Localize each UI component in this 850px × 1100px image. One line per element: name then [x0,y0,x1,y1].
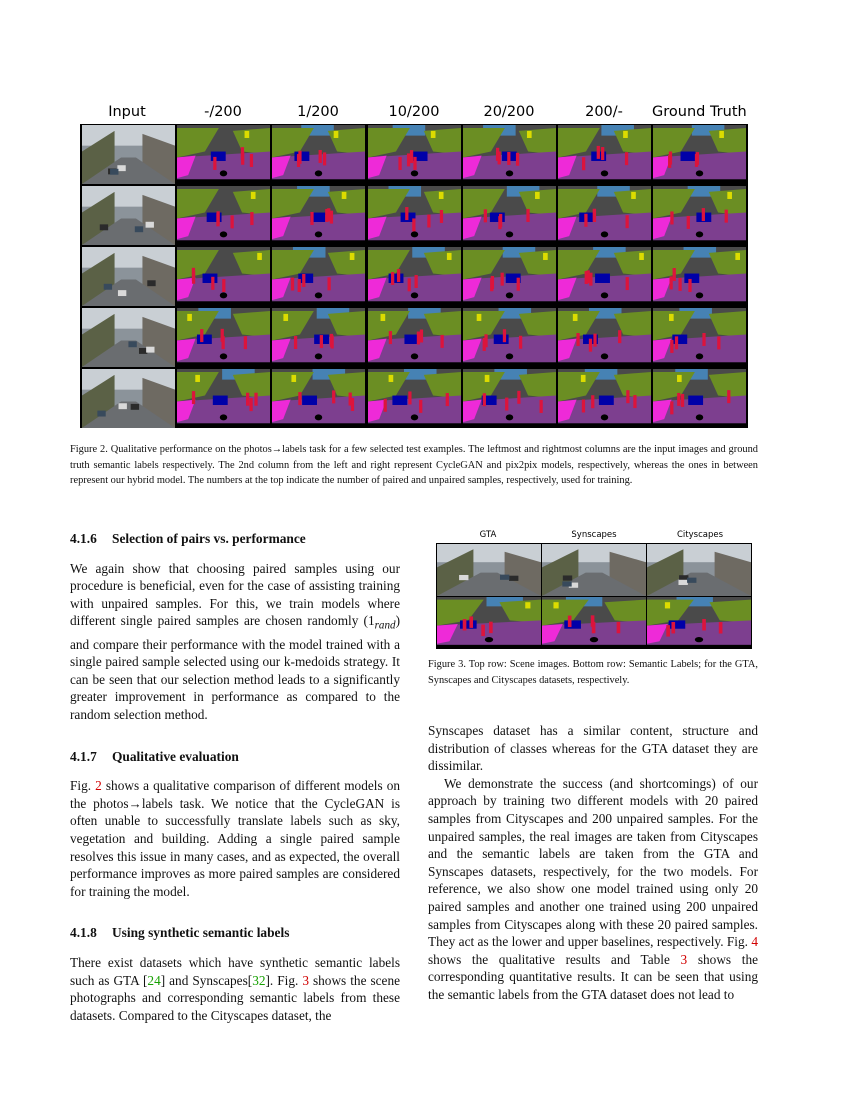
semantic-label-map [653,308,746,367]
figure2-image-grid [80,124,748,428]
section-title: Using synthetic semantic labels [112,925,290,941]
fig2-header-1-200: 1/200 [297,104,339,120]
semantic-label-map [558,308,651,367]
semantic-label-map [177,369,270,428]
fig2-header-20-200: 20/200 [483,104,535,120]
section-heading-4-1-6 [70,530,400,548]
section-4-1-7-body: Fig. 2 shows a qualitative comparison of different models on the photos→labels task. We notice that the CycleGAN is often unable to successfully translate labels such as sky, vegetation and building. Adding a single paired sample resolves this issue in many cases, and as expected, the overall performance improves as more paired samples are considered for training the model. [70,778,400,899]
fig3-header-cityscapes: Cityscapes [676,530,724,540]
fig2-header-ground-truth: Ground Truth [652,104,747,120]
semantic-label-map [653,186,746,245]
semantic-label-map [653,247,746,306]
semantic-label-map [542,597,646,649]
semantic-label-map [368,308,461,367]
section-number: 4.1.7 [70,748,97,764]
section-number: 4.1.6 [70,531,97,546]
figure3-image-grid [436,543,752,649]
semantic-label-map [272,125,365,184]
semantic-label-map [368,247,461,306]
scene-image [437,544,541,596]
right-paragraph-2: We demonstrate the success (and shortcomings) of our approach by training two different models with 20 paired samples from Cityscapes and 200 unpaired samples. For the unpaired samples, the real images are taken from Cityscapes and the semantic labels are taken from the GTA and Synscapes datasets, respectively, for the two models. For reference, we also show one model trained using only 20 paired samples and another one trained using 200 unpaired samples from Cityscapes along with these 20 paired samples. They act as the lower and upper baselines, respectively. Fig. 4 shows the qualitative results and Table 3 shows the corresponding quantitative results. It can be seen that using the semantic labels from the GTA dataset does not lead to [428,775,758,1002]
input-photo [82,125,175,184]
semantic-label-map [463,308,556,367]
semantic-label-map [463,247,556,306]
semantic-label-map [272,247,365,306]
citation-link[interactable]: 32 [252,972,266,988]
semantic-label-map [272,186,365,245]
semantic-label-map [558,186,651,245]
fig2-header-pix2pix: 200/- [585,104,623,120]
section-title: Selection of pairs vs. performance [112,531,306,546]
fig-ref-link[interactable]: 4 [751,934,758,950]
figure3 [436,530,752,650]
input-photo [82,369,175,428]
semantic-label-map [558,125,651,184]
fig3-header-gta: GTA [479,530,497,540]
figure3-caption: Figure 3. Top row: Scene images. Bottom row: Semantic Labels; for the GTA, Synscapes and Cityscapes datasets, respectively. [428,659,758,686]
fig2-header-cyclegan: -/200 [204,104,242,120]
scene-image [647,544,751,596]
section-title: Qualitative evaluation [112,748,239,764]
figure2-caption: Figure 2. Qualitative performance on the photos→labels task for a few selected test examples. The leftmost and rightmost columns are the input images and ground truth semantic labels respectively. The 2nd column from the left and right represent CycleGAN and pix2pix models, respectively, whereas the ones in between represent our hybrid model. The numbers at the top indicate the number of paired and unpaired samples, respectively, used for training. [70,444,758,487]
semantic-label-map [177,186,270,245]
section-heading-4-1-7 [70,748,400,766]
figure2-column-headers [80,104,748,124]
semantic-label-map [177,308,270,367]
semantic-label-map [368,369,461,428]
semantic-label-map [272,308,365,367]
semantic-label-map [177,247,270,306]
semantic-label-map [653,125,746,184]
scene-image [542,544,646,596]
table-ref-link[interactable]: 3 [680,951,688,967]
section-number: 4.1.8 [70,925,97,941]
left-column [70,530,400,1024]
fig-ref-link[interactable]: 2 [95,778,102,794]
citation-link[interactable]: 24 [147,972,161,988]
section-heading-4-1-8 [70,924,400,942]
fig2-header-input: Input [108,104,146,120]
semantic-label-map [647,597,751,649]
input-photo [82,247,175,306]
semantic-label-map [463,125,556,184]
semantic-label-map [653,369,746,428]
right-column [428,722,758,1004]
fig2-header-10-200: 10/200 [388,104,440,120]
math-1-rand: $1_{rand}$ [367,613,396,633]
fig3-header-synscapes: Synscapes [571,530,617,540]
fig-ref-link[interactable]: 3 [302,972,309,988]
semantic-label-map [463,369,556,428]
semantic-label-map [177,125,270,184]
semantic-label-map [368,125,461,184]
input-photo [82,308,175,367]
semantic-label-map [463,186,556,245]
semantic-label-map [558,369,651,428]
input-photo [82,186,175,245]
section-4-1-8-body: There exist datasets which have synthetic semantic labels such as GTA [24] and Synscapes[32]. Fig. 3 shows the scene photographs and corresponding semantic labels from these datasets. Compared to the Cityscapes dataset, the [70,954,400,1023]
semantic-label-map [368,186,461,245]
section-4-1-6-body: We again show that choosing paired samples using our procedure is beneficial, even for the case of assisting training with unpaired samples. For this, we train models where different single paired samples are chosen randomly $(1_{rand})$ and compare their performance with the model trained with a single paired sample selected using our k-medoids strategy. It can be seen that our selection method leads to a significantly greater improvement in performance as compared to the random selection method. [70,560,400,722]
semantic-label-map [272,369,365,428]
semantic-label-map [437,597,541,649]
semantic-label-map [558,247,651,306]
right-paragraph-1: Synscapes dataset has a similar content, structure and distribution of classes whereas for the GTA dataset they are dissimilar. [428,723,758,774]
